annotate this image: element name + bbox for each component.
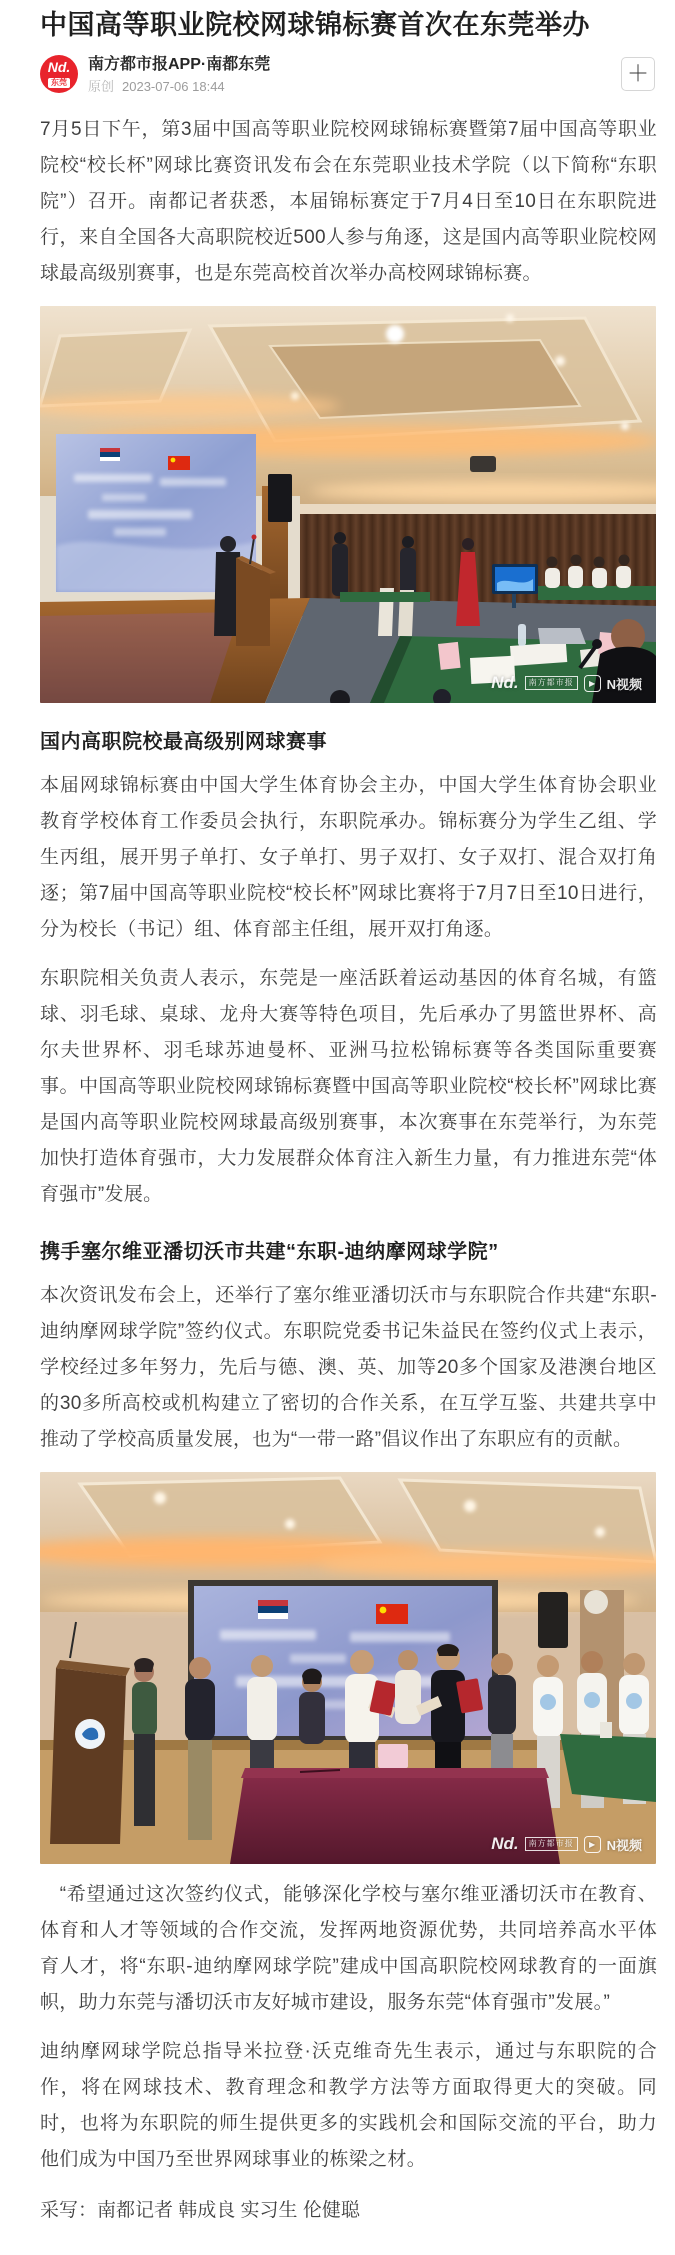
press-conference-scene <box>40 306 656 703</box>
section-heading-2: 携手塞尔维亚潘切沃市共建“东职-迪纳摩网球学院” <box>40 1241 499 1263</box>
publish-time: 2023-07-06 18:44 <box>122 79 225 94</box>
paragraph-2: 本届网球锦标赛由中国大学生体育协会主办，中国大学生体育协会职业教育学校体育工作委员会执行，东职院承办。锦标赛分为学生乙组、学生丙组，展开男子单打、女子单打、男子双打、女子双打、混合双打角逐；第7届中国高等职业院校“校长杯”网球比赛将于7月7日至10日进行，分为校长（书记）组、体育部主任组，展开双打角逐。 <box>40 775 657 940</box>
plus-icon: ＋ <box>626 61 649 86</box>
watermark-logo: Nd. <box>491 1834 519 1853</box>
source-name[interactable]: 南方都市报APP·南都东莞 <box>88 56 271 73</box>
photo-signing-ceremony[interactable] <box>40 1472 656 1864</box>
signing-ceremony-scene <box>40 1472 656 1864</box>
paragraph-quote: “希望通过这次签约仪式，能够深化学校与塞尔维亚潘切沃市在教育、体育和人才等领域的合作交流，发挥两地资源优势，共同培养高水平体育人才，将“东职-迪纳摩网球学院”建成中国高职院校网球教育的一面旗帜，助力东莞与潘切沃市友好城市建设，服务东莞“体育强市”发展。” <box>40 1884 657 2013</box>
publisher-logo-text: Nd. <box>47 59 71 75</box>
publisher-logo-badge: 东莞 <box>48 78 70 88</box>
photo-watermark <box>491 1834 642 1854</box>
byline-row <box>40 55 657 99</box>
watermark-play-icon: ▶ <box>584 1836 601 1853</box>
section-heading-1: 国内高职院校最高级别网球赛事 <box>40 731 327 753</box>
paragraph-1: 7月5日下午，第3届中国高等职业院校网球锦标赛暨第7届中国高等职业院校“校长杯”网球比赛资讯发布会在东莞职业技术学院（以下简称“东职院”）召开。南都记者获悉，本届锦标赛定于7月4日至10日在东职院进行，来自全国各大高职院校近500人参与角逐，这是国内高等职业院校网球最高级别赛事，也是东莞高校首次举办高校网球锦标赛。 <box>40 119 657 284</box>
watermark-video-label: N视频 <box>606 1837 642 1853</box>
original-tag: 原创 <box>88 79 115 94</box>
reporter-credit: 采写：南都记者 韩成良 实习生 伦健聪 <box>40 2200 360 2221</box>
watermark-logo: Nd. <box>491 673 519 692</box>
source-info <box>88 55 270 95</box>
source-meta <box>88 79 270 95</box>
paragraph-4: 本次资讯发布会上，还举行了塞尔维亚潘切沃市与东职院合作共建“东职-迪纳摩网球学院”签约仪式。东职院党委书记朱益民在签约仪式上表示，学校经过多年努力，先后与德、澳、英、加等20多个国家及港澳台地区的30多所高校或机构建立了密切的合作关系，在互学互鉴、共建共享中推动了学校高质量发展，也为“一带一路”倡议作出了东职应有的贡献。 <box>40 1285 657 1450</box>
publisher-logo[interactable] <box>40 55 78 93</box>
follow-button[interactable] <box>621 57 655 91</box>
watermark-video-label: N视频 <box>606 676 642 692</box>
photo-press-conference[interactable] <box>40 306 656 703</box>
watermark-brand: 南方都市报 <box>525 676 578 690</box>
paragraph-3: 东职院相关负责人表示，东莞是一座活跃着运动基因的体育名城，有篮球、羽毛球、桌球、龙舟大赛等特色项目，先后承办了男篮世界杯、高尔夫世界杯、羽毛球苏迪曼杯、亚洲马拉松锦标赛等各类国际重要赛事。中国高等职业院校网球锦标赛暨中国高等职业院校“校长杯”网球比赛是国内高等职业院校网球最高级别赛事，本次赛事在东莞举行，为东莞加快打造体育强市，大力发展群众体育注入新生力量，有力推进东莞“体育强市”发展。 <box>40 968 657 1205</box>
article-title: 中国高等职业院校网球锦标赛首次在东莞举办 <box>40 10 590 40</box>
photo-watermark <box>491 673 642 693</box>
watermark-play-icon: ▶ <box>584 675 601 692</box>
paragraph-6: 迪纳摩网球学院总指导米拉登·沃克维奇先生表示，通过与东职院的合作，将在网球技术、教育理念和教学方法等方面取得更大的突破。同时，也将为东职院的师生提供更多的实践机会和国际交流的平台，助力他们成为中国乃至世界网球事业的栋梁之材。 <box>40 2041 657 2170</box>
watermark-brand: 南方都市报 <box>525 1837 578 1851</box>
